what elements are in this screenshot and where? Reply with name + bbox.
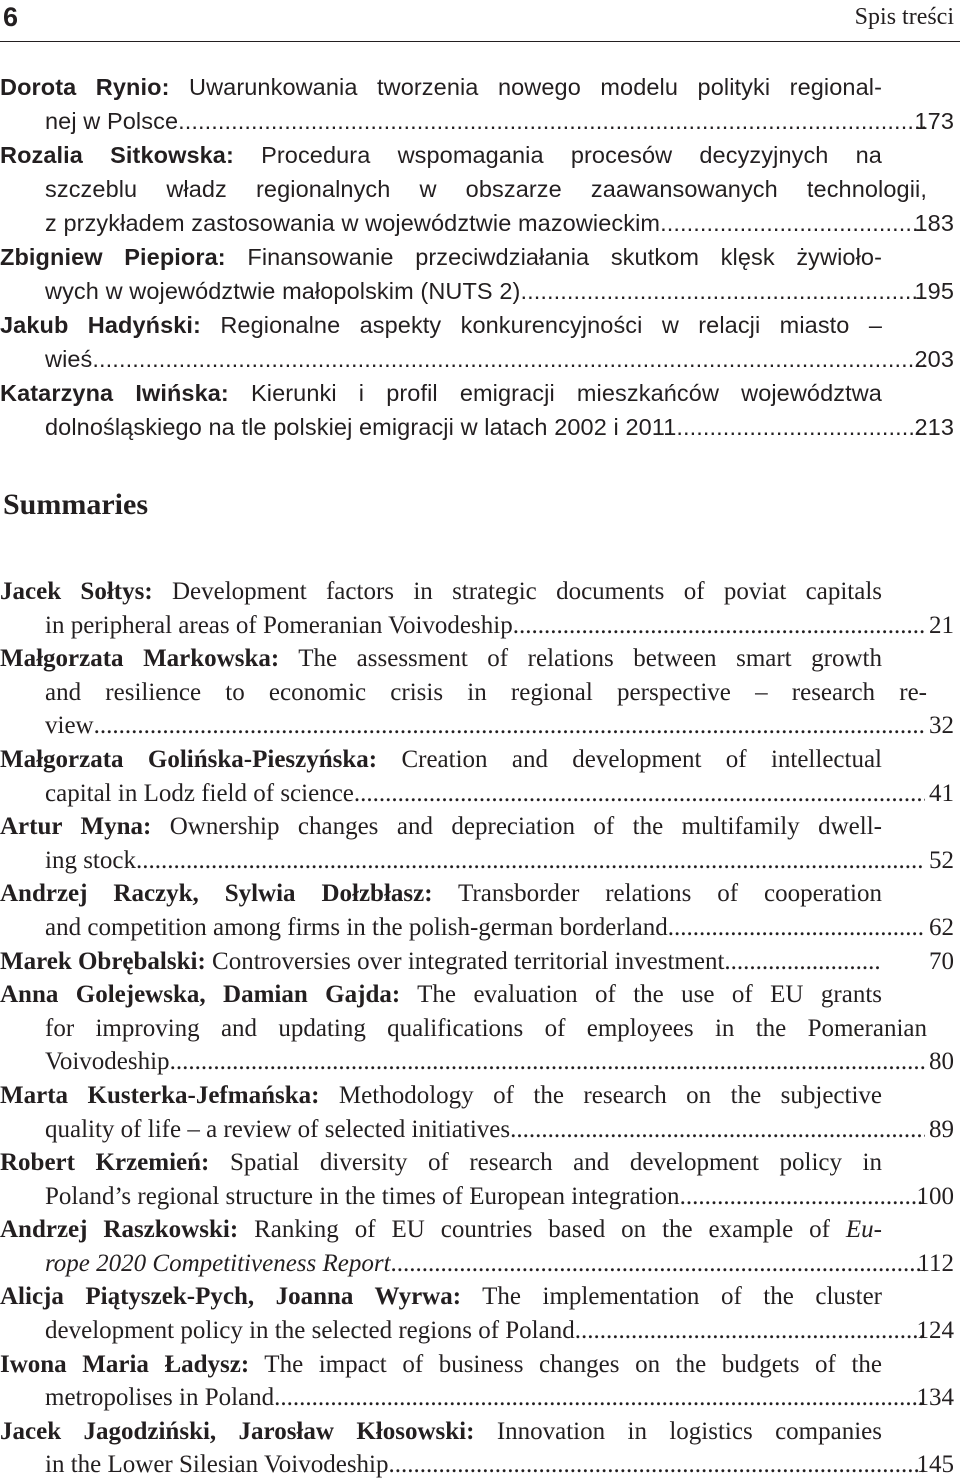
toc-entry-title: in the Lower Silesian Voivodeship (45, 1451, 389, 1479)
toc-entry-title: view (45, 712, 94, 740)
toc-entry[interactable] (0, 240, 960, 308)
toc-entry[interactable] (0, 1213, 960, 1280)
toc-entry-title: Ranking of EU countries based on the example of Eu- (254, 1216, 882, 1244)
page-number: 6 (3, 2, 19, 32)
toc-entry-title: z przykładem zastosowania w województwie mazowieckim (45, 210, 661, 236)
toc-entry-author: Iwona Maria Ładysz: (0, 1350, 250, 1378)
toc-entry-page-number: 89 (929, 1115, 954, 1143)
toc-entry-line (0, 1247, 925, 1281)
toc-entry-page-number: 52 (929, 846, 954, 874)
toc-entry-line (0, 410, 925, 444)
toc-entry-line (0, 1381, 925, 1415)
toc-entry-page-number: 62 (929, 913, 954, 941)
toc-entry-line (0, 1180, 925, 1214)
toc-entry-author: Andrzej Raszkowski: (0, 1216, 239, 1244)
toc-entry-author: Jacek Jagodziński, Jarosław Kłosowski: (0, 1417, 475, 1445)
toc-entry-title: Development factors in strategic documents of poviat capitals (171, 578, 882, 605)
toc-entry-first-line (0, 70, 882, 104)
toc-entry-first-line (0, 810, 882, 844)
toc-entry-page-number: 124 (916, 1317, 954, 1345)
toc-entry-page-number: 213 (914, 414, 954, 440)
toc-entry-first-line (0, 877, 882, 911)
toc-entry-line (0, 844, 925, 878)
toc-entry-page-number: 70 (929, 947, 954, 975)
toc-entry-title: wych w województwie małopolskim (NUTS 2) (45, 278, 521, 304)
toc-entry-line (0, 172, 927, 206)
toc-entry-author: Rozalia Sitkowska: (0, 142, 234, 168)
toc-summaries-section (0, 575, 960, 1482)
toc-entry-line (0, 709, 925, 743)
toc-entry-first-line (0, 1415, 882, 1449)
toc-entry-title: development policy in the selected regions of Poland (45, 1317, 575, 1345)
toc-entry-title: Voivodeship (45, 1048, 170, 1076)
toc-entry-title: and competition among firms in the polish-german borderland (45, 913, 668, 941)
toc-entry[interactable] (0, 945, 960, 979)
toc-entry-author: Dorota Rynio: (0, 74, 170, 100)
toc-entry-author: Robert Krzemień: (0, 1149, 210, 1177)
toc-entry-first-line (0, 1280, 882, 1314)
toc-entry-page-number: 183 (914, 210, 954, 236)
toc-entry-title: Regionalne aspekty konkurencyjności w relacji miasto – (220, 312, 882, 338)
toc-entry-line (0, 911, 925, 945)
toc-entry-page-number: 32 (929, 712, 954, 740)
toc-entry[interactable] (0, 1280, 960, 1347)
toc-entry-title: Uwarunkowania tworzenia nowego modelu polityki regional- (189, 74, 882, 100)
toc-entry-title: The implementation of the cluster (482, 1283, 882, 1311)
toc-entry-title: capital in Lodz field of science (45, 779, 354, 807)
toc-entry-title: ing stock (45, 846, 136, 874)
toc-entry-title: Innovation in logistics companies (496, 1417, 882, 1445)
toc-entry-title: szczeblu władz regionalnych w obszarze zaawansowanych technologii, (45, 176, 927, 202)
toc-entry-first-line (0, 978, 882, 1012)
toc-entry-page-number: 21 (929, 611, 954, 639)
toc-entry-title: dolnośląskiego na tle polskiej emigracji w latach 2002 i 2011 (45, 414, 677, 440)
toc-entry-line (0, 1012, 927, 1046)
toc-entry-line (0, 104, 925, 138)
toc-entry[interactable] (0, 376, 960, 444)
toc-entry-first-line (0, 642, 882, 676)
toc-entry-first-line (0, 575, 882, 609)
toc-entry-first-line (0, 138, 882, 172)
toc-entry-title: The evaluation of the use of EU grants (417, 981, 882, 1009)
toc-entry-first-line (0, 308, 882, 342)
toc-entry-title: Procedura wspomagania procesów decyzyjnych na (261, 142, 882, 168)
toc-entry[interactable] (0, 70, 960, 138)
toc-entry-page-number: 203 (914, 346, 954, 372)
toc-entry-first-line (0, 945, 880, 979)
toc-entry-author: Katarzyna Iwińska: (0, 380, 229, 406)
toc-entry-title: Ownership changes and depreciation of the multifamily dwell- (169, 813, 882, 841)
toc-entry-page-number: 173 (914, 108, 954, 134)
toc-entry-author: Alicja Piątyszek-Pych, Joanna Wyrwa: (0, 1283, 462, 1311)
toc-entry-page-number: 134 (916, 1384, 954, 1412)
toc-entry-title: Transborder relations of cooperation (458, 880, 882, 908)
toc-entry-page-number: 80 (929, 1048, 954, 1076)
toc-entry[interactable] (0, 1348, 960, 1415)
toc-entry-first-line (0, 1079, 882, 1113)
toc-entry-page-number: 41 (929, 779, 954, 807)
toc-entry-page-number: 112 (917, 1249, 954, 1277)
toc-entry-author: Zbigniew Piepiora: (0, 244, 226, 270)
toc-entry-title: Kierunki i profil emigracji mieszkańców województwa (250, 380, 882, 406)
toc-entry-first-line (0, 1146, 882, 1180)
toc-entry-line (0, 206, 925, 240)
toc-entry-title: Creation and development of intellectual (401, 745, 882, 773)
toc-entry[interactable] (0, 877, 960, 944)
toc-entry[interactable] (0, 1079, 960, 1146)
toc-entry-title: Methodology of the research on the subjective (338, 1081, 882, 1109)
toc-entry-title: for improving and updating qualifications of employees in the Pomeranian (45, 1014, 927, 1042)
toc-entry-title: quality of life – a review of selected initiatives (45, 1115, 511, 1143)
toc-entry[interactable] (0, 575, 960, 642)
toc-entry-author: Artur Myna: (0, 813, 152, 841)
toc-entry-title: The impact of business changes on the budgets of the (264, 1350, 882, 1378)
toc-entry-title: and resilience to economic crisis in regional perspective – research re- (45, 678, 927, 706)
toc-polish-section (0, 70, 960, 444)
toc-entry-page-number: 195 (914, 278, 954, 304)
toc-entry-title: rope 2020 Competitiveness Report (45, 1249, 391, 1277)
toc-entry-first-line (0, 743, 882, 777)
toc-entry-author: Jakub Hadyński: (0, 312, 201, 338)
toc-entry-first-line (0, 376, 882, 410)
toc-entry-title: nej w Polsce (45, 108, 179, 134)
toc-entry-line (0, 1314, 925, 1348)
toc-entry-author: Marta Kusterka-Jefmańska: (0, 1081, 320, 1109)
toc-entry-line (0, 1045, 925, 1079)
toc-entry-line (0, 1113, 925, 1147)
toc-entry-title: The assessment of relations between smart growth (298, 645, 882, 673)
summaries-heading: Summaries (3, 488, 148, 521)
toc-entry-author: Małgorzata Markowska: (0, 645, 280, 673)
toc-entry[interactable] (0, 743, 960, 810)
toc-entry-title: Controversies over integrated territorial investment (212, 947, 725, 975)
toc-entry-title: Finansowanie przeciwdziałania skutkom klęsk żywioło- (247, 244, 882, 270)
toc-entry[interactable] (0, 810, 960, 877)
toc-entry-first-line (0, 1348, 882, 1382)
toc-entry[interactable] (0, 1146, 960, 1213)
toc-entry-title: in peripheral areas of Pomeranian Voivodeship (45, 611, 513, 639)
toc-entry-line (0, 274, 925, 308)
toc-entry-first-line (0, 240, 882, 274)
toc-entry-title: metropolises in Poland (45, 1384, 275, 1412)
toc-entry-title-italic: Eu- (845, 1216, 882, 1244)
toc-entry[interactable] (0, 138, 960, 240)
toc-entry-line (0, 609, 925, 643)
toc-entry[interactable] (0, 642, 960, 743)
toc-entry-author: Andrzej Raczyk, Sylwia Dołzbłasz: (0, 880, 433, 908)
header-rule (0, 41, 960, 42)
running-title: Spis treści (854, 4, 954, 30)
toc-entry-author: Jacek Sołtys: (0, 578, 153, 605)
toc-entry-line (0, 1448, 925, 1482)
toc-entry-first-line (0, 1213, 882, 1247)
toc-entry-page-number: 145 (916, 1451, 954, 1479)
toc-entry-page-number: 100 (916, 1182, 954, 1210)
toc-entry-author: Marek Obrębalski: (0, 947, 206, 975)
toc-entry[interactable] (0, 1415, 960, 1482)
toc-entry-title: wieś (45, 346, 93, 372)
toc-entry-title: Poland’s regional structure in the times of European integration (45, 1182, 680, 1210)
toc-entry-title: Spatial diversity of research and development policy in (229, 1149, 882, 1177)
toc-entry[interactable] (0, 308, 960, 376)
toc-entry[interactable] (0, 978, 960, 1079)
toc-entry-author: Małgorzata Golińska-Pieszyńska: (0, 745, 378, 773)
toc-entry-author: Anna Golejewska, Damian Gajda: (0, 981, 401, 1009)
toc-entry-line (0, 777, 925, 811)
toc-entry-line (0, 342, 925, 376)
toc-entry-line (0, 676, 927, 710)
